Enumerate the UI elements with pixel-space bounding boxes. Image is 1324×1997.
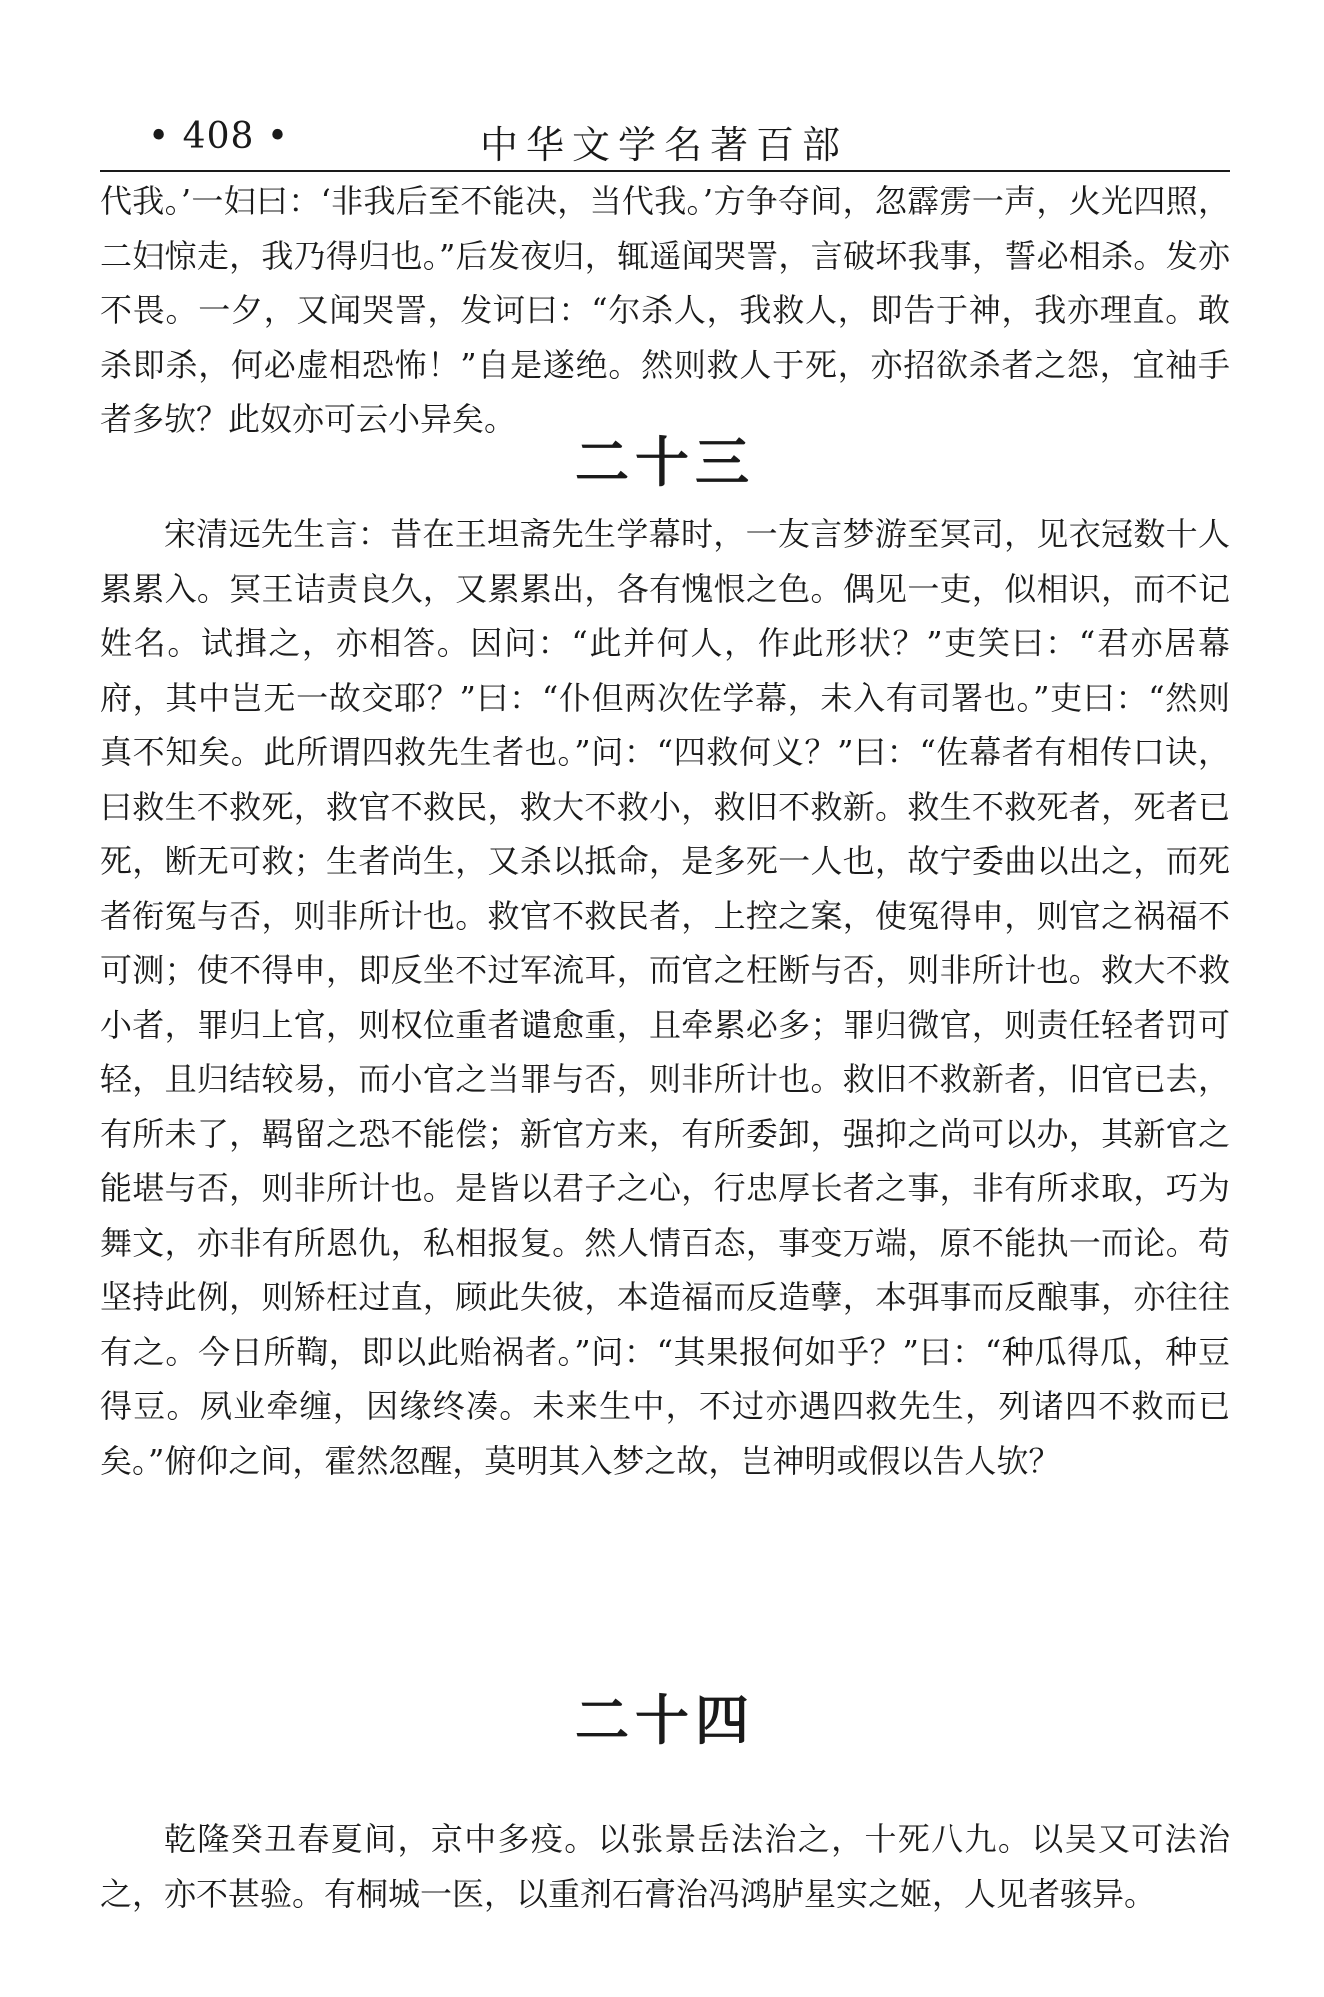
section-heading-23: 二十三 <box>575 431 755 494</box>
paragraph-section-24: 乾隆癸丑春夏间，京中多疫。以张景岳法治之，十死八九。以吴又可法治之，亦不甚验。有桐城一医，以重剂石膏治冯鸿胪星实之姬，人见者骇异。 <box>100 1820 1230 1913</box>
page-number: • 408 • <box>148 116 290 157</box>
section-heading-24: 二十四 <box>575 1689 755 1752</box>
paragraph-section-23: 宋清远先生言：昔在王坦斋先生学幕时，一友言梦游至冥司，见衣冠数十人累累入。冥王诘责良久，又累累出，各有愧恨之色。偶见一吏，似相识，而不记姓名。试揖之，亦相答。因问：“此并何人，作此形状？”吏笑曰：“君亦居幕府，其中岂无一故交耶？”曰：“仆但两次佐学幕，未入有司署也。”吏曰：“然则真不知矣。此所谓四救先生者也。”问：“四救何义？”曰：“佐幕者有相传口诀，曰救生不救死，救官不救民，救大不救小，救旧不救新。救生不救死者，死者已死，断无可救；生者尚生，又杀以抵命，是多死一人也，故宁委曲以出之，而死者衔冤与否，则非所计也。救官不救民者，上控之案，使冤得申，则官之祸福不可测；使不得申，即反坐不过军流耳，而官之枉断与否，则非所计也。救大不救小者，罪归上官，则权位重者谴愈重，且牵累必多；罪归微官，则责任轻者罚可轻，且归结较易，而小官之当罪与否，则非所计也。救旧不救新者，旧官已去，有所未了，羁留之恐不能偿；新官方来，有所委卸，强抑之尚可以办，其新官之能堪与否，则非所计也。是皆以君子之心，行忠厚长者之事，非有所求取，巧为舞文，亦非有所恩仇，私相报复。然人情百态，事变万端，原不能执一而论。苟坚持此例，则矫枉过直，顾此失彼，本造福而反造孽，本弭事而反酿事，亦往往有之。今日所鞫，即以此贻祸者。”问：“其果报何如乎？”曰：“种瓜得瓜，种豆得豆。夙业牵缠，因缘终凑。未来生中，不过亦遇四救先生，列诸四不救而已矣。”俯仰之间，霍然忽醒，莫明其入梦之故，岂神明或假以告人欤？ <box>100 515 1230 1480</box>
page-header <box>100 112 1228 167</box>
running-title: 中华文学名著百部 <box>479 123 848 167</box>
header-rule <box>100 170 1230 172</box>
paragraph-continuation: 代我。’一妇曰：‘非我后至不能决，当代我。’方争夺间，忽霹雳一声，火光四照，二妇惊走，我乃得归也。”后发夜归，辄遥闻哭詈，言破坏我事，誓必相杀。发亦不畏。一夕，又闻哭詈，发诃曰：“尔杀人，我救人，即告于神，我亦理直。敢杀即杀，何必虚相恐怖！”自是遂绝。然则救人于死，亦招欲杀者之怨，宜袖手者多欤？此奴亦可云小异矣。 <box>100 182 1230 438</box>
